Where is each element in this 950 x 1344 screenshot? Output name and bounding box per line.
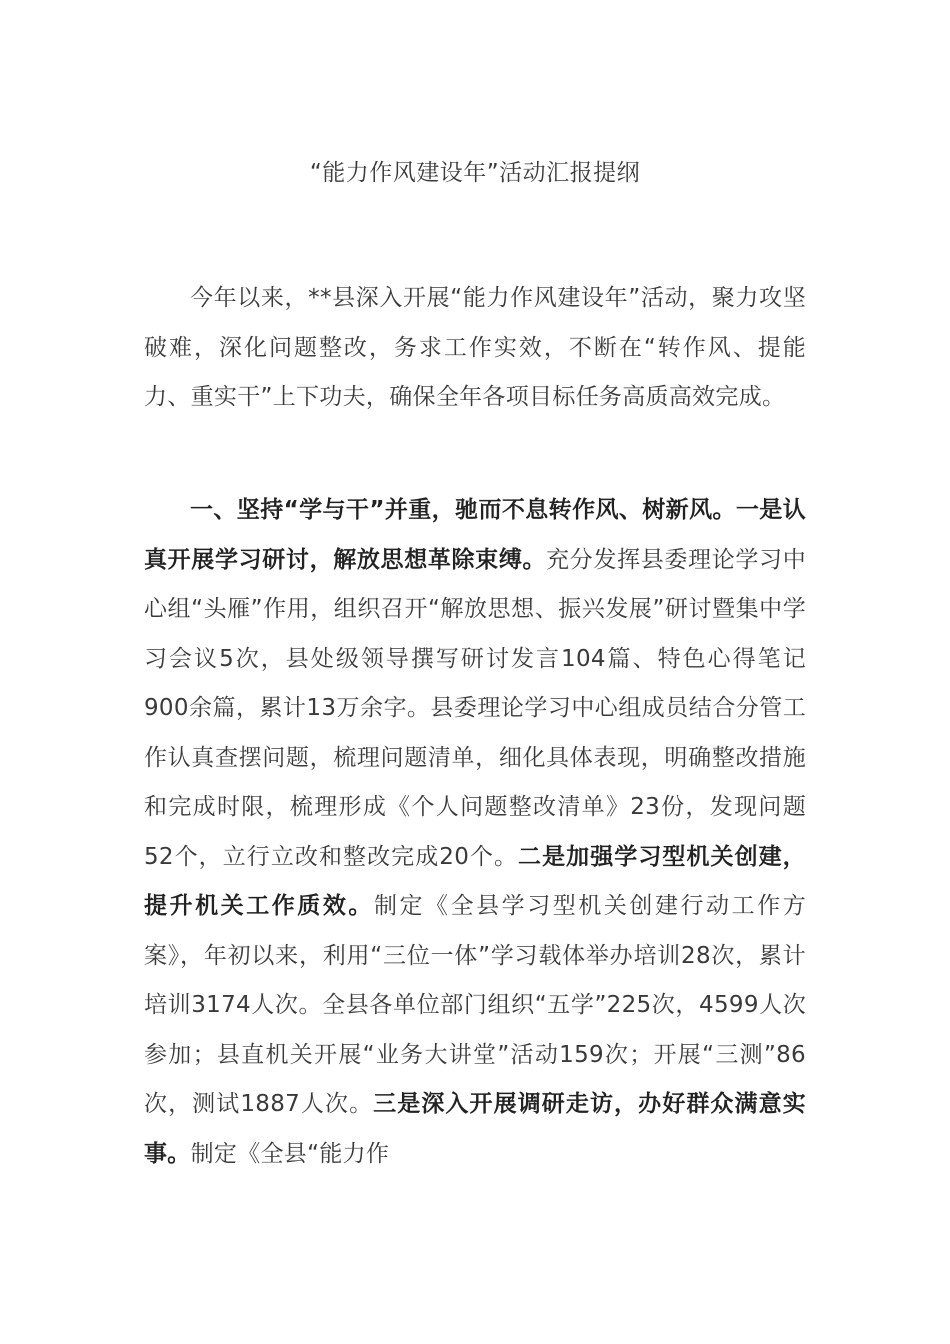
item-1-lead: 一是认真开展学习研讨，解放思想革除束缚。 [144,497,806,573]
section-1-heading: 一、坚持“学与干”并重，驰而不息转作风、树新风。 [190,497,736,523]
item-1-text: 充分发挥县委理论学习中心组“头雁”作用，组织召开“解放思想、振兴发展”研讨暨集中学习会议5次，县处级领导撰写研讨发言104篇、特色心得笔记900余篇，累计13万余字。县委理论学习中心组成员结合分管工作认真查摆问题，梳理问题清单，细化具体表现，明确整改措施和完成时限，梳理形成《个人问题整改清单》23份，发现问题52个，立行立改和整改完成20个。 [144,546,806,870]
intro-paragraph: 今年以来，**县深入开展“能力作风建设年”活动，聚力攻坚破难，深化问题整改，务求工作实效，不断在“转作风、提能力、重实干”上下功夫，确保全年各项目标任务高质高效完成。 [144,285,806,410]
item-3-lead: 三是深入开展调研走访，办好群众满意实事。 [144,1091,806,1167]
section-1-paragraph [144,486,806,1179]
document-title: “能力作风建设年”活动汇报提纲 [309,160,641,186]
item-2-lead: 二是加强学习型机关创建，提升机关工作质效。 [144,843,806,919]
item-2-text: 制定《全县学习型机关创建行动工作方案》，年初以来，利用“三位一体”学习载体举办培训28次，累计培训3174人次。全县各单位部门组织“五学”225次，4599人次参加；县直机关开展“业务大讲堂”活动159次；开展“三测”86次，测试1887人次。 [144,893,806,1117]
item-3-text: 制定《全县“能力作 [190,1140,390,1167]
